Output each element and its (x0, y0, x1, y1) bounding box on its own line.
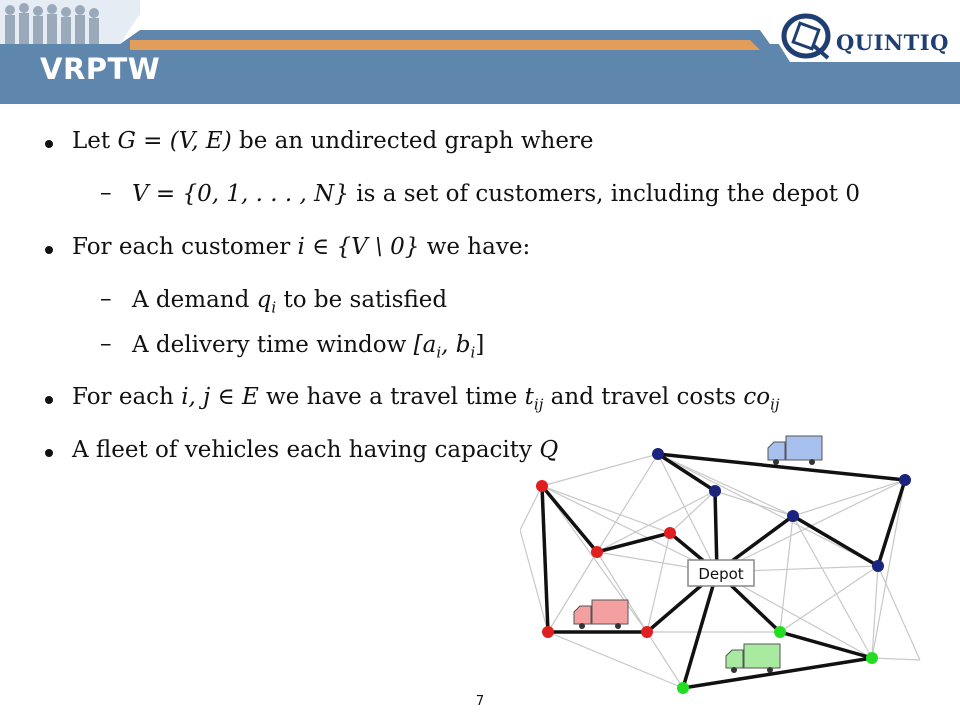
sub-line-3 (132, 332, 484, 362)
math: q (256, 287, 272, 313)
bullet-marker (45, 140, 53, 148)
text: we have a travel time (258, 384, 525, 410)
sub-line-1 (132, 181, 860, 207)
slide-title: VRPTW (40, 52, 161, 86)
text: For each customer (72, 234, 298, 260)
text: Let (72, 128, 118, 154)
bullet-marker (45, 396, 53, 404)
math-subscript: i (271, 298, 277, 317)
text: A fleet of vehicles each having capacity (72, 437, 540, 463)
math: Q (539, 437, 559, 463)
math: i ∈ {V \ 0} (297, 234, 420, 260)
text: ] (475, 332, 485, 358)
dash-marker: – (100, 286, 112, 312)
math: [a (413, 332, 437, 358)
math-subscript: ij (533, 395, 544, 414)
math-subscript: i (470, 343, 476, 362)
dash-marker: – (100, 180, 112, 206)
text: and travel costs (543, 384, 744, 410)
math: co (743, 384, 771, 410)
bullet-line-1 (72, 128, 594, 154)
text: A demand (132, 287, 257, 313)
bullet-marker (45, 449, 53, 457)
math-subscript: i (436, 343, 442, 362)
text: be an undirected graph where (231, 128, 594, 154)
quintiq-logo (778, 8, 949, 68)
sub-line-2 (132, 287, 447, 317)
bullet-line-3 (72, 384, 780, 414)
truck-icon-red (574, 600, 628, 629)
slide-header (0, 0, 960, 104)
vrptw-graph-diagram (520, 430, 940, 700)
math: V = {0, 1, . . . , N} (132, 181, 349, 207)
math: , b (441, 332, 471, 358)
depot-node (688, 560, 754, 586)
text: we have: (419, 234, 531, 260)
bullet-line-4 (72, 437, 558, 463)
truck-icon-green (726, 644, 780, 673)
text: to be satisfied (276, 287, 448, 313)
math: i, j ∈ E (181, 384, 259, 410)
bullet-line-2 (72, 234, 530, 260)
math-subscript: ij (770, 395, 780, 414)
text: For each (72, 384, 182, 410)
math: t (524, 384, 534, 410)
page-number: 7 (475, 694, 485, 709)
quintiq-logo-icon (778, 8, 838, 64)
dash-marker: – (100, 331, 112, 357)
depot-label: Depot (698, 565, 744, 583)
text: A delivery time window (132, 332, 414, 358)
logo-text: QUINTIQ (836, 30, 949, 55)
text: is a set of customers, including the depot 0 (348, 181, 860, 207)
bullet-marker (45, 246, 53, 254)
truck-icon-blue (768, 436, 822, 465)
math: G = (V, E) (117, 128, 232, 154)
